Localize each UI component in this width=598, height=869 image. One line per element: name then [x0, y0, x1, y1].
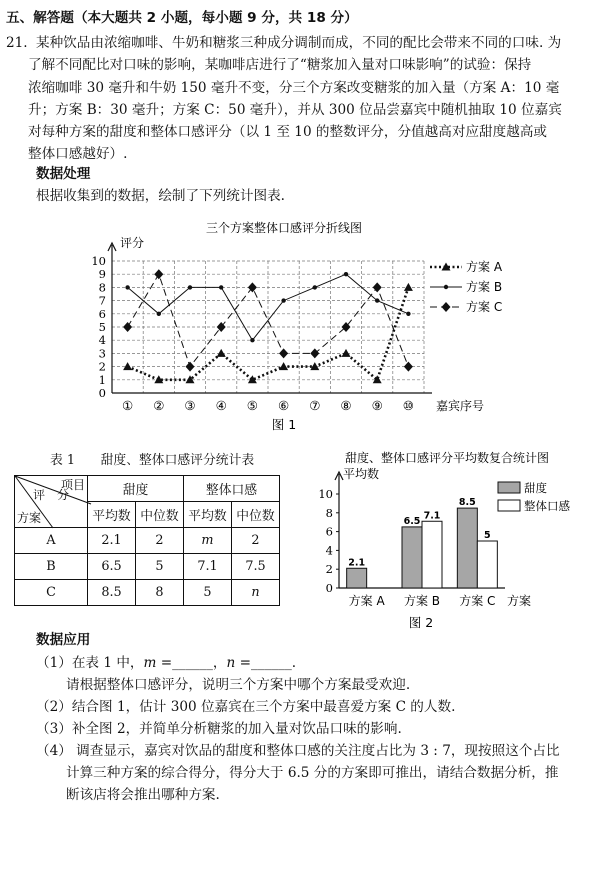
table-cell: 2 [136, 528, 184, 554]
question-1-part-b: 请根据整体口感评分，说明三个方案中哪个方案最受欢迎. [66, 677, 411, 693]
legend-swatch [498, 500, 520, 511]
question-4-line-1: （4） 调查显示，嘉宾对饮品的甜度和整体口感的关注度占比为 3 : 7，现按照这个占比 [36, 743, 560, 759]
problem-line: 某种饮品由浓缩咖啡、牛奶和糖浆三种成分调制而成，不同的配比会带来不同的口味. 为 [36, 35, 562, 51]
x-tick-label: ⑨ [371, 398, 383, 413]
bar-value-label: 2.1 [348, 557, 366, 569]
data-point [125, 285, 129, 289]
data-point [344, 272, 348, 276]
figure-caption: 图 1 [271, 417, 297, 432]
table-subheader: 中位数 [232, 502, 280, 528]
table-cell: 2.1 [88, 528, 136, 554]
q1-m-blank: =______， [156, 655, 227, 671]
y-tick-label: 4 [325, 543, 333, 558]
chart-title: 甜度、整体口感评分平均数复合统计图 [344, 451, 550, 465]
question-1 [36, 654, 296, 672]
data-point [250, 338, 254, 342]
data-point [310, 348, 319, 358]
row-label: B [15, 554, 88, 580]
q1-n-symbol: n [226, 655, 236, 671]
legend-marker [442, 302, 451, 312]
data-point [186, 375, 195, 383]
x-tick-label: ① [121, 398, 134, 413]
data-point [219, 285, 223, 289]
q1-prefix: （1）在表 1 中， [36, 655, 144, 671]
question-3: （3）补全图 2，并简单分析糖浆的加入量对饮品口味的影响. [36, 721, 402, 737]
data-point [342, 349, 351, 357]
legend-label: 甜度 [524, 481, 547, 495]
table-cell: 5 [184, 580, 232, 606]
x-tick-label: ⑤ [246, 398, 259, 413]
problem-line: 整体口感越好）. [28, 146, 128, 163]
table-corner-cell [15, 476, 88, 528]
y-tick-label: 2 [98, 359, 106, 374]
data-point [123, 322, 132, 332]
data-point [157, 312, 161, 316]
table-cell: 7.5 [232, 554, 280, 580]
table-cell: m [184, 528, 232, 554]
data-point [373, 375, 382, 383]
y-tick-label: 0 [98, 386, 106, 400]
data-point [313, 285, 317, 289]
bar [422, 521, 442, 588]
row-label: A [15, 528, 88, 554]
legend-label: 整体口感 [524, 499, 570, 513]
q1-m-symbol: m [143, 655, 157, 671]
table-cell: 5 [136, 554, 184, 580]
legend-label: 方案 A [466, 260, 503, 274]
x-tick-label: 方案 A [348, 594, 385, 608]
question-2: （2）结合图 1，估计 300 位嘉宾在三个方案中最喜爱方案 C 的人数. [36, 699, 456, 715]
data-processing-text: 根据收集到的数据，绘制了下列统计图表. [36, 188, 286, 204]
x-tick-label: 方案 B [403, 594, 441, 608]
x-tick-label: ④ [215, 398, 227, 413]
data-point [154, 269, 163, 279]
y-axis-label: 平均数 [343, 467, 380, 481]
y-tick-label: 8 [325, 505, 333, 520]
table-group-header: 甜度 [88, 476, 184, 502]
problem-number: 21. [6, 35, 28, 51]
table-cell: n [232, 580, 280, 606]
data-point [406, 312, 410, 316]
stats-table [14, 475, 280, 606]
data-processing-heading: 数据处理 [36, 166, 91, 182]
question-4-line-3: 断该店将会推出哪种方案. [66, 787, 220, 803]
bar-chart [305, 448, 595, 648]
y-tick-label: 10 [318, 487, 333, 501]
data-point [404, 362, 413, 372]
x-tick-label: 方案 C [459, 594, 496, 608]
data-point [279, 348, 288, 358]
x-tick-label: ③ [184, 398, 196, 413]
y-tick-label: 6 [325, 524, 333, 539]
table-cell: 6.5 [88, 554, 136, 580]
legend-label: 方案 B [466, 280, 503, 294]
corner-label-score: 评 分 [33, 488, 70, 502]
y-tick-label: 0 [325, 581, 333, 595]
table-subheader: 中位数 [136, 502, 184, 528]
figure-caption: 图 2 [408, 615, 434, 630]
problem-line: 了解不同配比对口味的影响，某咖啡店进行了“糖浆加入量对口味影响”的试验：保持 [28, 57, 532, 74]
x-tick-label: ⑧ [340, 398, 352, 413]
section-title: 五、解答题（本大题共 2 小题，每小题 9 分，共 18 分） [6, 10, 358, 26]
y-tick-label: 1 [98, 372, 106, 387]
bar [457, 508, 477, 588]
x-axis-end-label: 方案 [507, 594, 532, 608]
problem-statement [6, 32, 592, 166]
problem-line: 浓缩咖啡 30 毫升和牛奶 150 毫升不变，分三个方案改变糖浆的加入量（方案 A：10 毫 [28, 79, 560, 96]
table-cell: 8 [136, 580, 184, 606]
y-tick-label: 2 [325, 562, 333, 577]
chart-title: 三个方案整体口感评分折线图 [205, 221, 363, 235]
legend-marker [444, 285, 448, 289]
question-4-line-2: 计算三种方案的综合得分，得分大于 6.5 分的方案即可推出，请结合数据分析，推 [66, 765, 559, 781]
x-tick-label: ⑦ [309, 398, 321, 413]
data-point [375, 298, 379, 302]
data-point [404, 283, 413, 291]
table-row [15, 580, 280, 606]
table-subheader: 平均数 [184, 502, 232, 528]
y-tick-label: 10 [91, 254, 106, 268]
x-tick-label: ⑩ [402, 398, 415, 413]
table-title: 表 1 甜度、整体口感评分统计表 [50, 453, 255, 468]
y-axis-label: 评分 [120, 236, 145, 250]
corner-label-plan: 方案 [17, 511, 42, 525]
data-point [217, 349, 226, 357]
bar-value-label: 5 [484, 530, 491, 541]
bar [347, 568, 367, 588]
data-point [279, 362, 288, 370]
y-tick-label: 8 [98, 280, 106, 295]
table-row [15, 554, 280, 580]
corner-label-item: 项目 [60, 478, 85, 492]
x-tick-label: ② [153, 398, 165, 413]
data-point [186, 362, 195, 372]
data-point [281, 298, 285, 302]
bar-value-label: 7.1 [423, 510, 441, 522]
bar [477, 541, 497, 588]
y-tick-label: 7 [98, 293, 106, 308]
table-cell: 7.1 [184, 554, 232, 580]
x-axis-label: 嘉宾序号 [436, 399, 485, 413]
y-tick-label: 9 [98, 267, 106, 282]
bar [402, 527, 422, 588]
application-heading: 数据应用 [36, 632, 91, 648]
x-tick-label: ⑥ [277, 398, 290, 413]
problem-line: 对每种方案的甜度和整体口感评分（以 1 至 10 的整数评分，分值越高对应甜度越高或 [28, 124, 548, 141]
y-tick-label: 5 [98, 320, 106, 334]
legend-label: 方案 C [466, 300, 503, 314]
bar-value-label: 6.5 [403, 515, 421, 527]
y-tick-label: 4 [98, 333, 106, 348]
legend-swatch [498, 482, 520, 493]
data-point [123, 362, 132, 370]
row-label: C [15, 580, 88, 606]
table-row [15, 528, 280, 554]
q1-n-blank: =______. [235, 655, 297, 671]
table-cell: 2 [232, 528, 280, 554]
line-chart [0, 210, 598, 440]
data-point [188, 285, 192, 289]
bar-value-label: 8.5 [458, 497, 476, 509]
table-cell: 8.5 [88, 580, 136, 606]
problem-line: 升；方案 B：30 毫升；方案 C：50 毫升），并从 300 位品尝嘉宾中随机抽取 10 位嘉宾 [28, 101, 562, 118]
y-tick-label: 6 [98, 306, 106, 321]
table-subheader: 平均数 [88, 502, 136, 528]
y-tick-label: 3 [98, 346, 106, 361]
data-point [373, 282, 382, 292]
table-group-header: 整体口感 [184, 476, 280, 502]
